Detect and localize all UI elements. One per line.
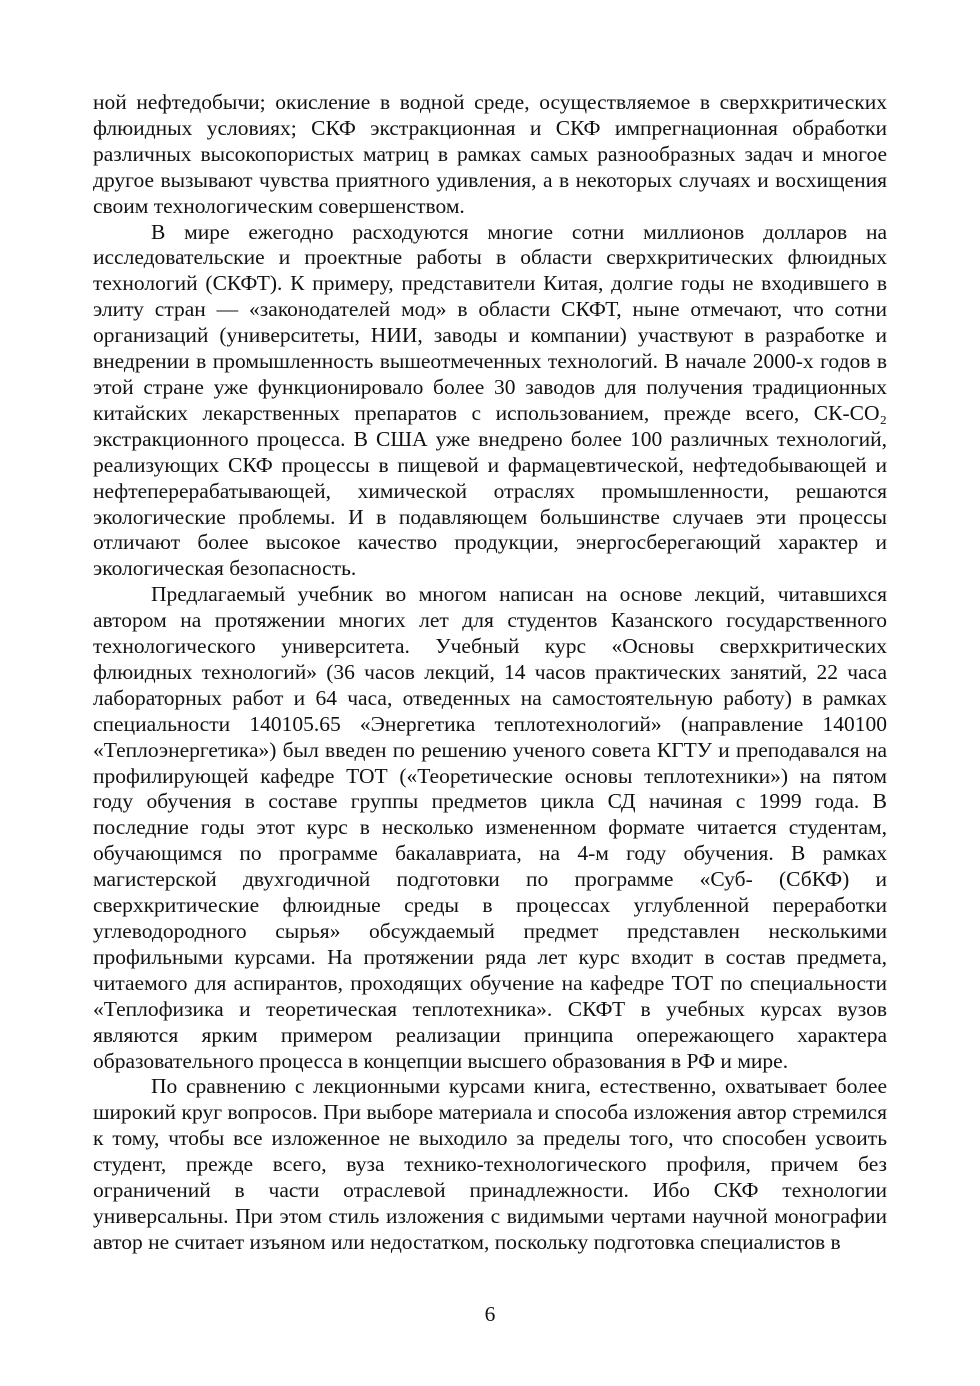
paragraph-textbook-origin: Предлагаемый учебник во многом написан на основе лекций, читавшихся автором на протяжении многих лет для студентов Казанского государственного технологического университета. Учебный курс «Основы сверхкритических флюидных технологий» (36 часов лекций, 14 часов практических занятий, 22 часа лабораторных работ и 64 часа, отведенных на самостоятельную работу) в рамках специальности 140105.65 «Энергетика теплотехнологий» (направление 140100 «Теплоэнергетика») был введен по решению ученого совета КГТУ и преподавался на профилирующей кафедре ТОТ («Теоретические основы теплотехники») на пятом году обучения в составе группы предметов цикла СД начиная с 1999 года. В последние годы этот курс в несколько измененном формате читается студентам, обучающимся по программе бакалавриата, на 4-м году обучения. В рамках магистерской двухгодичной подготовки по программе «Суб- (СбКФ) и сверхкритические флюидные среды в процессах углубленной переработки углеводородного сырья» обсуждаемый предмет представлен несколькими профильными курсами. На протяжении ряда лет курс входит в состав предмета, читаемого для аспирантов, проходящих обучение на кафедре ТОТ по специальности «Теплофизика и теоретическая теплотехника». СКФТ в учебных курсах вузов являются ярким примером реализации принципа опережающего характера образовательного процесса в концепции высшего образования в РФ и мире. [93,582,887,1073]
paragraph-continuation: ной нефтедобычи; окисление в водной среде, осуществляемое в сверхкритических флюидных условиях; СКФ экстракционная и СКФ импрегнационная обработки различных высокопористых матриц в рамках самых разнообразных задач и многое другое вызывают чувства приятного удивления, а в некоторых случаях и восхищения своим технологическим совершенством. [93,90,887,218]
paragraph-world-spending: В мире ежегодно расходуются многие сотни миллионов долларов на исследовательские и проектные работы в области сверхкритических флюидных технологий (СКФТ). К примеру, представители Китая, долгие годы не входившего в элиту стран — «законодателей мод» в области СКФТ, ныне отмечают, что сотни организаций (университеты, НИИ, заводы и компании) участвуют в разработке и внедрении в промышленность вышеотмеченных технологий. В начале 2000-х годов в этой стране уже функционировало более 30 заводов для получения традиционных китайских лекарственных препаратов с использованием, прежде всего, СК-CO₂ экстракционного процесса. В США уже внедрено более 100 различных технологий, реализующих СКФ процессы в пищевой и фармацевтической, нефтедобывающей и нефтеперерабатывающей, химической отраслях промышленности, решаются экологические проблемы. И в подавляющем большинстве случаев эти процессы отличают более высокое качество продукции, энергосберегающий характер и экологическая безопасность. [93,219,887,581]
paragraph-scope: По сравнению с лекционными курсами книга, естественно, охватывает более широкий круг вопросов. При выборе материала и способа изложения автор стремился к тому, чтобы все изложенное не выходило за пределы того, что способен усвоить студент, прежде всего, вуза технико-технологического профиля, причем без ограничений в части отраслевой принадлежности. Ибо СКФ технологии универсальны. При этом стиль изложения с видимыми чертами научной монографии автор не считает изъяном или недостатком, поскольку подготовка специалистов в [93,1074,887,1254]
page-number: 6 [484,1302,496,1326]
page-body [93,90,887,1256]
